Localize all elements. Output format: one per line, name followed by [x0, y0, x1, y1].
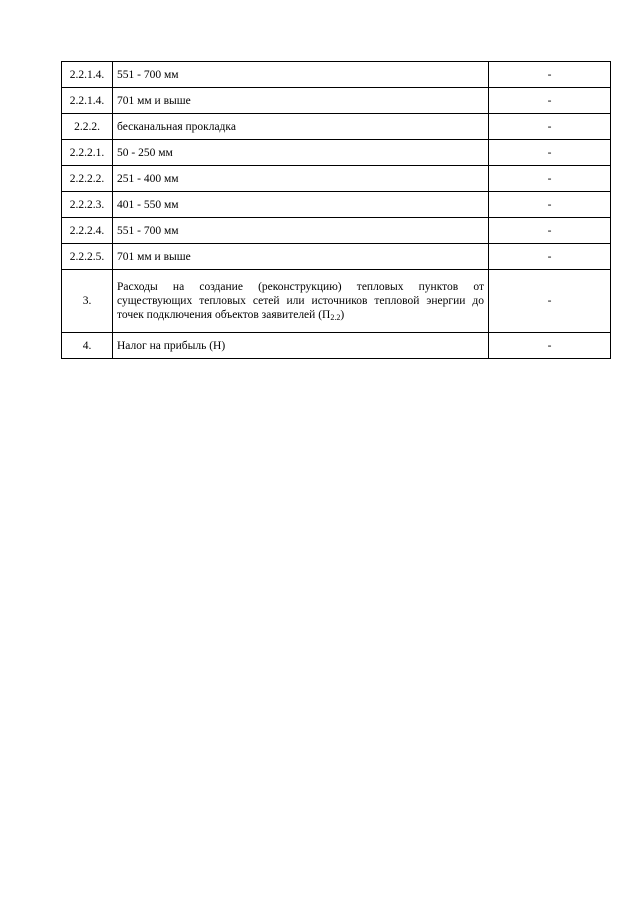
row-name-suffix: ) — [340, 309, 345, 321]
row-number: 2.2.1.4. — [62, 62, 113, 88]
row-value: - — [489, 270, 611, 333]
row-name — [113, 270, 489, 333]
row-number: 2.2.2.4. — [62, 218, 113, 244]
table-row — [62, 166, 611, 192]
row-number: 4. — [62, 333, 113, 359]
row-value: - — [489, 218, 611, 244]
row-value: - — [489, 114, 611, 140]
row-value: - — [489, 62, 611, 88]
row-name: 701 мм и выше — [113, 244, 489, 270]
row-value: - — [489, 244, 611, 270]
table-row — [62, 114, 611, 140]
table-row — [62, 62, 611, 88]
table-row — [62, 192, 611, 218]
table-row — [62, 218, 611, 244]
table-row — [62, 244, 611, 270]
row-name: 551 - 700 мм — [113, 62, 489, 88]
row-number: 2.2.2.3. — [62, 192, 113, 218]
table-row — [62, 88, 611, 114]
row-name-text: Расходы на создание (реконструкцию) тепловых пунктов от существующих тепловых сетей или источников тепловой энергии до точек подключения объектов заявителей (П — [117, 281, 484, 321]
row-name: 251 - 400 мм — [113, 166, 489, 192]
row-name: Налог на прибыль (Н) — [113, 333, 489, 359]
row-value: - — [489, 140, 611, 166]
row-number: 2.2.2. — [62, 114, 113, 140]
row-value: - — [489, 333, 611, 359]
row-value: - — [489, 192, 611, 218]
tariff-table — [61, 61, 611, 359]
row-name: бесканальная прокладка — [113, 114, 489, 140]
row-name: 401 - 550 мм — [113, 192, 489, 218]
row-number: 2.2.1.4. — [62, 88, 113, 114]
row-value: - — [489, 166, 611, 192]
row-name: 50 - 250 мм — [113, 140, 489, 166]
row-name: 551 - 700 мм — [113, 218, 489, 244]
row-name-subscript: 2.2 — [330, 313, 341, 322]
row-number: 2.2.2.1. — [62, 140, 113, 166]
table-row — [62, 333, 611, 359]
row-number: 2.2.2.2. — [62, 166, 113, 192]
row-number: 2.2.2.5. — [62, 244, 113, 270]
table-row — [62, 270, 611, 333]
row-value: - — [489, 88, 611, 114]
row-number: 3. — [62, 270, 113, 333]
row-name: 701 мм и выше — [113, 88, 489, 114]
table-row — [62, 140, 611, 166]
